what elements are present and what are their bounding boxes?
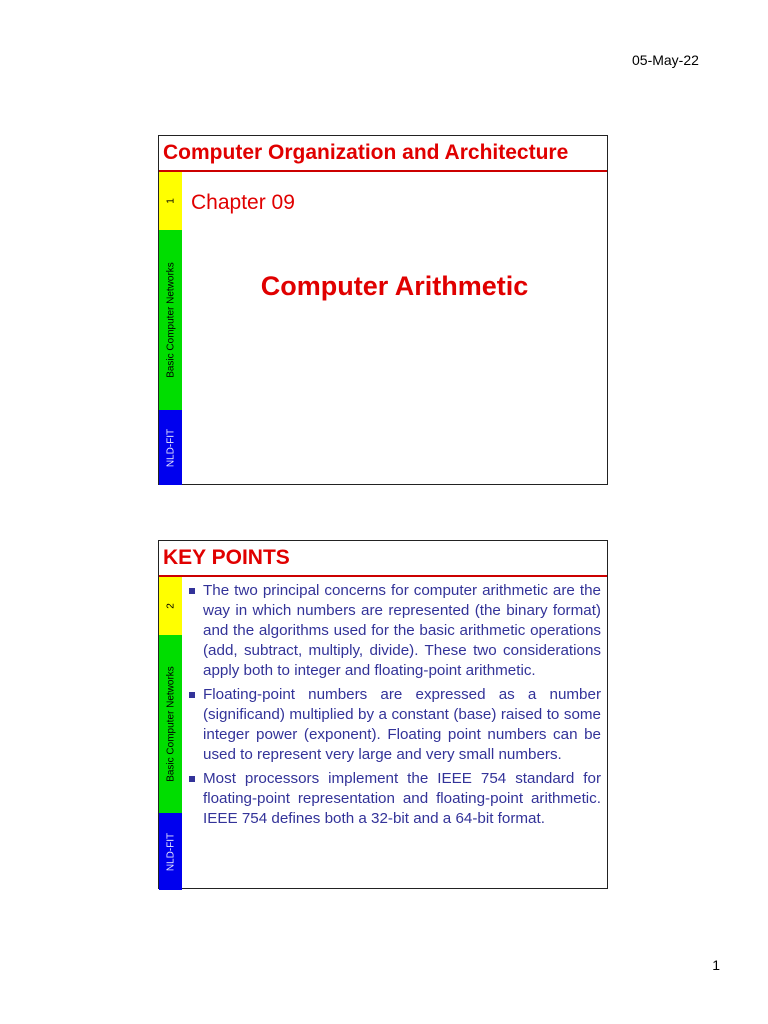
list-item	[186, 685, 601, 765]
bullet-text: Floating-point numbers are expressed as a number (significand) multiplied by a constant (base) raised to some integer power (exponent). Floating point numbers can be used to represent very large and very small numbers.	[203, 686, 601, 763]
header-date: 05-May-22	[632, 52, 699, 68]
slide-number: 1	[165, 198, 176, 204]
sidebar-slide-number	[159, 172, 182, 230]
sidebar-course	[159, 230, 182, 410]
slide-title: Computer Organization and Architecture	[159, 136, 607, 172]
author-label: NLD-FIT	[165, 832, 176, 871]
slide-sidebar	[159, 577, 182, 888]
course-name: Basic Computer Networks	[165, 666, 176, 782]
list-item	[186, 769, 601, 829]
author-label: NLD-FIT	[165, 428, 176, 467]
slide-title: KEY POINTS	[159, 541, 607, 577]
list-item	[186, 581, 601, 681]
bullet-text: Most processors implement the IEEE 754 standard for floating-point representation and floating-point arithmetic. IEEE 754 defines both a 32-bit and a 64-bit format.	[203, 770, 601, 827]
sidebar-slide-number	[159, 577, 182, 635]
sidebar-author	[159, 813, 182, 890]
square-bullet-icon	[189, 588, 195, 594]
course-name: Basic Computer Networks	[165, 262, 176, 378]
sidebar-author	[159, 410, 182, 485]
page-number: 1	[712, 957, 720, 973]
bullet-text: The two principal concerns for computer arithmetic are the way in which numbers are represented (the binary format) and the algorithms used for the basic arithmetic operations (add, subtract, multiply, divide). These two considerations apply both to integer and floating-point arithmetic.	[203, 582, 601, 679]
main-title: Computer Arithmetic	[260, 271, 529, 301]
sidebar-course	[159, 635, 182, 813]
square-bullet-icon	[189, 776, 195, 782]
slide-2	[158, 540, 608, 889]
slide-sidebar	[159, 172, 182, 484]
slide-number: 2	[165, 603, 176, 609]
square-bullet-icon	[189, 692, 195, 698]
key-points-list	[186, 581, 601, 888]
chapter-label: Chapter 09	[191, 191, 295, 214]
slide-1	[158, 135, 608, 485]
